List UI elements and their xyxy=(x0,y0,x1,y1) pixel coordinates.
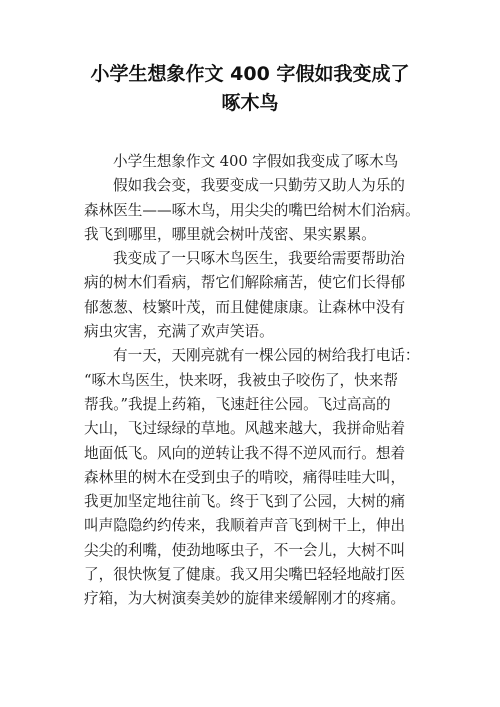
document-title-line-2: 啄木鸟 xyxy=(221,92,279,114)
body-line: 我变成了一只啄木鸟医生，我要给需要帮助治 xyxy=(113,250,405,268)
body-line: 病虫灾害，充满了欢声笑语。 xyxy=(84,323,274,341)
body-line: 森林医生——啄木鸟，用尖尖的嘴巴给树木们治病。 xyxy=(84,201,420,219)
body-line: 森林里的树木在受到虫子的啃咬，痛得哇哇大叫， xyxy=(84,468,406,486)
body-line: 尖尖的利嘴，使劲地啄虫子，不一会儿，大树不叫 xyxy=(84,541,406,559)
body-line: 地面低飞。风向的逆转让我不得不逆风而行。想着 xyxy=(84,444,406,462)
body-line: 大山，飞过绿绿的草地。风越来越大，我拼命贴着 xyxy=(84,420,406,438)
body-line: 假如我会变，我要变成一只勤劳又助人为乐的 xyxy=(113,177,405,195)
body-line: 病的树木们看病，帮它们解除痛苦，使它们长得郁 xyxy=(84,274,406,292)
body-line: 我飞到哪里，哪里就会树叶茂密、果实累累。 xyxy=(84,225,376,243)
body-line: “啄木鸟医生，快来呀，我被虫子咬伤了，快来帮 xyxy=(84,371,398,389)
body-line: 我更加坚定地往前飞。终于飞到了公园，大树的痛 xyxy=(84,493,406,511)
body-line: 叫声隐隐约约传来，我顺着声音飞到树干上，伸出 xyxy=(84,517,406,535)
document-title-line-1: 小学生想象作文 400 字假如我变成了 xyxy=(90,63,410,85)
body-line: 郁葱葱、枝繁叶茂，而且健健康康。让森林中没有 xyxy=(84,298,406,316)
body-line: 小学生想象作文 400 字假如我变成了啄木鸟 xyxy=(113,153,399,170)
body-line: 了，很快恢复了健康。我又用尖嘴巴轻轻地敲打医 xyxy=(84,566,406,584)
body-line: 疗箱，为大树演奏美妙的旋律来缓解刚才的疼痛。 xyxy=(84,590,406,608)
body-line: 有一天，天刚亮就有一棵公园的树给我打电话： xyxy=(113,347,420,365)
body-line: 帮我。”我提上药箱，飞速赶往公园。飞过高高的 xyxy=(84,395,391,413)
document-body xyxy=(84,150,420,612)
